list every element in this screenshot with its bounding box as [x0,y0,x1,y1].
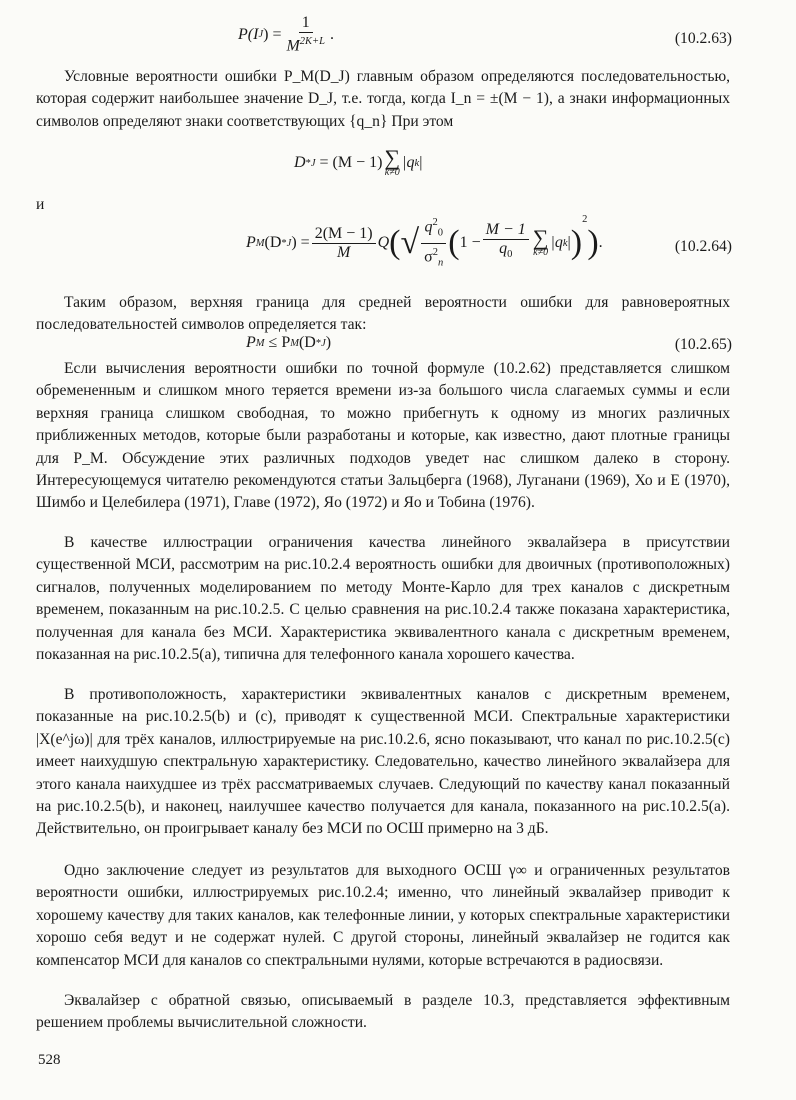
eq-sub: 0 [507,249,513,261]
eq-text: ) [325,334,332,351]
eq-sup: * [305,157,311,169]
eq-sup: 2K+L [299,36,325,47]
equation-number: (10.2.63) [674,30,732,47]
paragraph-4: В качестве иллюстрации ограничения качества линейного эквалайзера в присутствии существенной МСИ, рассмотрим на рис.10.2.4 вероятность ошибки для двоичных (противоположных) сигналов, полученных моделированием по методу Монте-Карло для трех каналов с дискретным временем, показанным на рис.10.2.5. С целью сравнения на рис.10.2.4 также показана характеристика, полученная для канала без МСИ. Характеристика эквивалентного канала с дискретным временем, показанная на рис.10.2.5(а), типична для телефонного канала хорошего качества. [36,534,730,664]
q-function: Q [377,234,390,252]
equation-10-2-63 [238,14,334,55]
eq-text: q [499,240,508,258]
fraction [283,14,328,55]
eq-text: ) = [263,25,282,43]
paragraph-6: Одно заключение следует из результатов для выходного ОСШ γ∞ и ограниченных результатов вероятности ошибки, иллюстрируемых рис.10.2.4; именно, что линейный эквалайзер приводит к хорошему качеству для таких каналов, как телефонные линии, у которых спектральные характеристики хорошо себя ведут и не содержат нулей. С другой стороны, линейный эквалайзер не годится как компенсатор МСИ для каналов со спектральными нулями, которые встречаются в радиосвязи. [36,862,730,969]
sum-index: k≠0 [384,167,400,178]
equation-number: (10.2.65) [674,336,732,353]
eq-text: | [567,234,571,252]
fraction-numerator [421,214,446,244]
fraction [312,225,376,262]
equation-dj-star [294,145,423,178]
fraction-denominator: M [336,243,351,261]
eq-text: | [419,154,423,171]
eq-sup: * [315,337,322,349]
eq-lhs: P [246,334,256,351]
sum-index: k≠0 [533,247,549,259]
eq-text: . [329,25,334,43]
paragraph-2: Таким образом, верхняя граница для средней вероятности ошибки для равновероятных последовательностей символов определяется так: [36,294,730,334]
fraction [421,214,446,272]
sqrt-glyph: √ [400,224,420,262]
eq-sub: J [286,237,292,249]
paren-glyph: ( [448,224,460,262]
paragraph-5: В противоположность, характеристики эквивалентных каналов с дискретным временем, показанные на рис.10.2.5(b) и (c), приводят к существенной МСИ. Спектральные характеристики |X(e^jω)| для трёх каналов, иллюстрируемые на рис.10.2.6, ясно показывают, что канал по рис.10.2.5(c) имеет наихудшую спектральную характеристику. Следовательно, качество линейного эквалайзера для этого канала наихудшее из трёх рассматриваемых случаев. Следующий по качеству канал показанный на рис.10.2.5(b), и наконец, наилучшее качество получается для канала, показанного на рис.10.2.5(a). Действительно, он проигрывает каналу без МСИ по ОСШ примерно на 3 дБ. [36,686,730,838]
eq-text: q [424,218,433,236]
eq-sub: M [290,337,299,349]
eq-sub: J [321,337,326,349]
sum-operator: ∑ k≠0 [532,225,549,259]
eq-text: σ [424,247,433,265]
eq-sub: J [310,157,316,169]
eq-sup: * [281,237,287,249]
eq-text: 1 − [459,234,481,252]
eq-text: (D [298,334,316,351]
eq-lhs: P [246,234,256,252]
equation-10-2-64 [246,214,603,272]
eq-text: = (M − 1) [319,154,383,171]
eq-lhs: P(I [238,25,259,43]
eq-sub: M [255,237,265,249]
fraction-denominator [421,244,446,273]
eq-text: M [286,37,300,55]
paragraph-3: Если вычисления вероятности ошибки по точной формуле (10.2.62) представляется слишком обремененным и слишком много теряется времени из-за большого числа слагаемых суммы и если верхняя граница слишком свободная, то можно прибегнуть к одному из многих различных приближенных методов, которые были разработаны и которые, как известно, дают плотные границы для P_M. Обсуждение этих различных подходов уведет нас слишком далеко в сторону. Интересующемуся читателю рекомендуются статьи Зальцберга (1968), Луганани (1969), Хо и Е (1970), Шимбо и Целебилера (1971), Главе (1972), Яо (1972) и Яо и Тобина (1976). [36,360,730,512]
eq-text: . [598,234,603,252]
fraction-denominator [283,33,328,55]
eq-sub: k [414,157,420,169]
paren-glyph: ( [389,224,401,262]
eq-sub: J [258,29,264,41]
eq-text: ) = [291,234,310,252]
eq-sub: n [438,257,444,269]
eq-sup: 2 [582,214,588,225]
fraction-numerator: 1 [299,14,313,33]
equation-number: (10.2.64) [674,238,732,255]
paragraph-7: Эквалайзер с обратной связью, описываемый в разделе 10.3, представляется эффективным решением проблемы вычислительной сложности. [36,992,730,1032]
equation-10-2-65 [246,334,331,352]
eq-sub: 0 [437,227,443,239]
conjunction-and: и [36,196,45,213]
eq-sup: 2 [432,217,438,228]
page-number: 528 [38,1052,61,1068]
eq-text: ≤ P [268,334,291,351]
eq-sub: k [562,237,568,249]
fraction-denominator [496,240,515,264]
eq-text: (D [264,234,282,252]
fraction [483,221,529,264]
paren-glyph: ) [570,224,583,262]
eq-sup: 2 [432,246,439,258]
eq-sub: M [255,337,265,349]
paren-glyph: ) [587,224,599,262]
eq-text: |q [550,234,563,252]
sum-operator: ∑ k≠0 [384,145,401,178]
paragraph-1: Условные вероятности ошибки P_M(D_J) главным образом определяются последовательностью, которая содержит наибольшее значение D_J, т.е. тогда, когда I_n = ±(M − 1), а знаки информационных символов определяют знаки соответствующих {q_n} При этом [36,68,730,130]
eq-lhs: D [294,154,306,171]
fraction-numerator: M − 1 [483,221,529,240]
eq-text: |q [402,154,415,171]
fraction-numerator: 2(M − 1) [312,225,376,244]
